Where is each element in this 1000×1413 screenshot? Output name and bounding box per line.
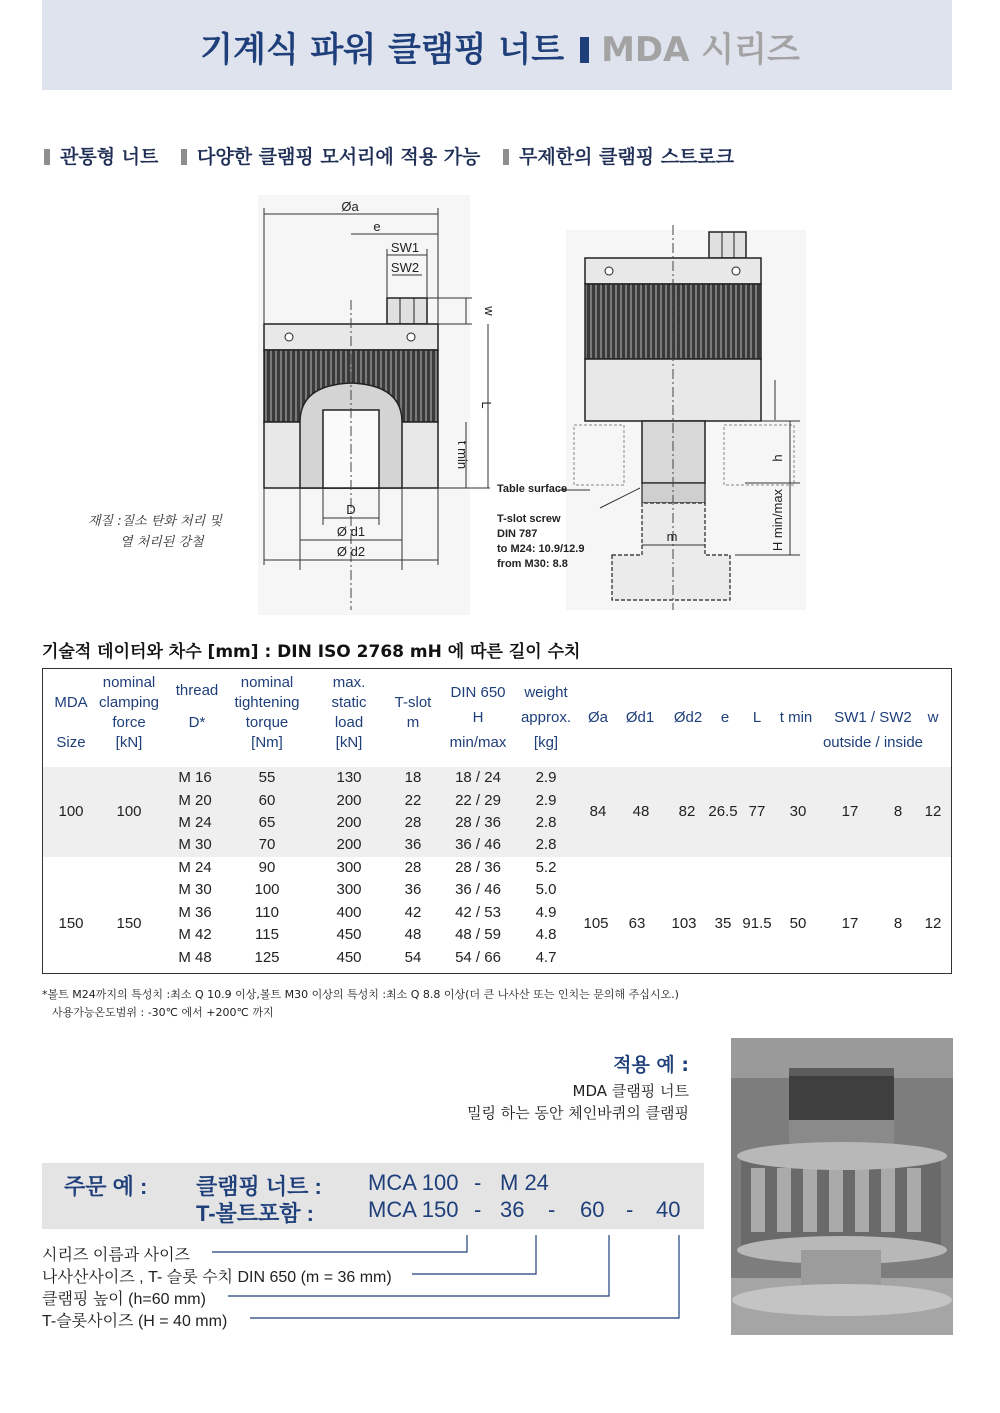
cell-thread: M 30 (178, 836, 212, 853)
cell-l: 91.5 (742, 915, 772, 932)
cell-load: 450 (336, 926, 362, 943)
cell-load: 200 (336, 836, 362, 853)
cell-h: 54 / 66 (455, 949, 501, 966)
cell-h: 22 / 29 (455, 792, 501, 809)
order-row2-dash-1: - (474, 1197, 482, 1222)
application-photo (731, 1038, 953, 1335)
spec-table (42, 668, 952, 974)
header-od2: Ød2 (673, 709, 703, 726)
cell-torque: 100 (254, 881, 280, 898)
cell-od1: 48 (632, 803, 650, 820)
label-d2: Ø d2 (336, 544, 366, 559)
cell-torque: 125 (254, 949, 280, 966)
cell-thread: M 36 (178, 904, 212, 921)
cell-oa: 84 (589, 803, 607, 820)
cell-h: 36 / 46 (455, 881, 501, 898)
header-force: nominal clamping force [kN] (98, 674, 160, 751)
cell-w: 12 (924, 803, 942, 820)
label-w: w (482, 306, 497, 316)
order-row1-name: 클램핑 너트 : (196, 1174, 322, 1199)
header-w: w (927, 709, 939, 726)
cell-weight: 4.7 (535, 949, 557, 966)
label-sw1: SW1 (390, 240, 420, 255)
cell-size: 100 (58, 803, 84, 820)
cell-h: 36 / 46 (455, 836, 501, 853)
label-m: m (666, 529, 678, 544)
header-load: max. static load [kN] (331, 674, 367, 751)
order-row1-code: MCA 100 (368, 1170, 459, 1195)
cell-h: 28 / 36 (455, 859, 501, 876)
cell-size: 150 (58, 915, 84, 932)
cell-weight: 4.8 (535, 926, 557, 943)
cell-weight: 2.8 (535, 836, 557, 853)
cell-tslot: 28 (404, 859, 422, 876)
application-line-1: MDA 클램핑 너트 (572, 1082, 689, 1100)
tslot-note-1: T-slot screw (497, 513, 561, 525)
order-legend-tslot-size: T-슬롯사이즈 (H = 40 mm) (42, 1313, 228, 1330)
label-table-surface: Table surface (497, 483, 568, 495)
tslot-note-2: DIN 787 (497, 528, 538, 540)
cell-sw2: 8 (893, 803, 903, 820)
header-thread: thread D* (175, 682, 219, 731)
title-main: 기계식 파워 클램핑 너트 (200, 30, 565, 70)
label-l: L (479, 401, 494, 409)
cell-thread: M 16 (178, 769, 212, 786)
header-weight: weight approx. [kg] (520, 684, 572, 751)
order-label: 주문 예 : (64, 1174, 148, 1199)
label-d: D (346, 502, 356, 517)
material-note-2: 열 처리된 강철 (120, 535, 204, 550)
cell-tslot: 42 (404, 904, 422, 921)
cell-torque: 60 (258, 792, 276, 809)
label-sw2: SW2 (390, 260, 420, 275)
cell-load: 130 (336, 769, 362, 786)
cell-h: 48 / 59 (455, 926, 501, 943)
cell-od2: 103 (671, 915, 697, 932)
cell-tslot: 28 (404, 814, 422, 831)
header-oa: Øa (587, 709, 608, 726)
cell-tmin: 30 (789, 803, 807, 820)
order-legend-series: 시리즈 이름과 사이즈 (42, 1247, 190, 1264)
cell-torque: 55 (258, 769, 276, 786)
material-note-1: 재질 :질소 탄화 처리 및 (88, 514, 222, 529)
header-tslot: T-slot m (394, 694, 432, 731)
cell-h: 42 / 53 (455, 904, 501, 921)
cell-oa: 105 (583, 915, 609, 932)
label-h-minmax: H min/max (770, 488, 785, 552)
cell-weight: 5.0 (535, 881, 557, 898)
cell-load: 200 (336, 814, 362, 831)
cell-sw2: 8 (893, 915, 903, 932)
cell-e: 26.5 (708, 803, 738, 820)
cell-load: 400 (336, 904, 362, 921)
cell-weight: 4.9 (535, 904, 557, 921)
cell-thread: M 48 (178, 949, 212, 966)
tslot-note-4: from M30: 8.8 (497, 558, 568, 570)
feature-1: 관통형 너트 (44, 142, 158, 169)
tslot-note-3: to M24: 10.9/12.9 (497, 543, 585, 555)
order-legend-clamp-height: 클램핑 높이 (h=60 mm) (42, 1291, 206, 1308)
cell-thread: M 24 (178, 859, 212, 876)
label-tmin: t min (455, 440, 470, 470)
cell-e: 35 (714, 915, 732, 932)
cell-weight: 5.2 (535, 859, 557, 876)
feature-3: 무제한의 클램핑 스트로크 (503, 142, 734, 169)
header-od1: Ød1 (625, 709, 655, 726)
cell-thread: M 20 (178, 792, 212, 809)
footnote-temperature: 사용가능온도범위 : -30℃ 에서 +200℃ 까지 (52, 1006, 274, 1019)
cell-tmin: 50 (789, 915, 807, 932)
cell-load: 450 (336, 949, 362, 966)
label-oa: Øa (341, 199, 359, 214)
order-row2-name: T-볼트포함 : (196, 1201, 314, 1226)
cell-tslot: 18 (404, 769, 422, 786)
order-row2-clamp-height: 60 (580, 1197, 605, 1222)
cell-w: 12 (924, 915, 942, 932)
application-line-2: 밀링 하는 동안 체인바퀴의 클램핑 (467, 1104, 689, 1122)
cell-weight: 2.9 (535, 792, 557, 809)
cell-force: 100 (116, 803, 142, 820)
cell-load: 200 (336, 792, 362, 809)
cell-torque: 65 (258, 814, 276, 831)
cell-tslot: 54 (404, 949, 422, 966)
cell-od2: 82 (678, 803, 696, 820)
order-row2-dash-2: - (548, 1197, 556, 1222)
cell-tslot: 48 (404, 926, 422, 943)
header-e: e (720, 709, 730, 726)
cell-torque: 70 (258, 836, 276, 853)
cell-h: 28 / 36 (455, 814, 501, 831)
cell-torque: 90 (258, 859, 276, 876)
cell-l: 77 (748, 803, 766, 820)
header-size: MDA Size (54, 694, 88, 751)
cell-h: 18 / 24 (455, 769, 501, 786)
cell-tslot: 36 (404, 881, 422, 898)
label-e: e (373, 219, 381, 234)
order-row2-tslot-size: 40 (656, 1197, 681, 1222)
cell-sw1: 17 (841, 915, 859, 932)
cell-thread: M 24 (178, 814, 212, 831)
label-d1: Ø d1 (336, 524, 366, 539)
order-row2-dash-3: - (626, 1197, 634, 1222)
cell-weight: 2.8 (535, 814, 557, 831)
order-row2-code: MCA 150 (368, 1197, 459, 1222)
cell-tslot: 22 (404, 792, 422, 809)
photo-illustration (731, 1038, 953, 1335)
order-row1-dash: - (474, 1170, 482, 1195)
order-legend-thread: 나사산사이즈 , T- 슬롯 수치 DIN 650 (m = 36 mm) (42, 1269, 392, 1286)
header-torque: nominal tightening torque [Nm] (234, 674, 300, 751)
header-sw: SW1 / SW2 outside / inside (822, 709, 924, 751)
label-h: h (770, 454, 785, 462)
cell-sw1: 17 (841, 803, 859, 820)
cell-thread: M 42 (178, 926, 212, 943)
feature-2: 다양한 클램핑 모서리에 적용 가능 (181, 142, 480, 169)
header-tmin: t min (779, 709, 813, 726)
footnote-bolt-grade: *볼트 M24까지의 특성치 :최소 Q 10.9 이상,볼트 M30 이상의 특성치 :최소 Q 8.8 이상(더 큰 나사산 또는 인치는 문의해 주십시오.) (42, 988, 679, 1001)
cell-od1: 63 (628, 915, 646, 932)
title-series: MDA 시리즈 (601, 30, 800, 70)
cell-thread: M 30 (178, 881, 212, 898)
order-row1-thread: M 24 (500, 1170, 549, 1195)
cell-tslot: 36 (404, 836, 422, 853)
cell-load: 300 (336, 881, 362, 898)
table-section-title: 기술적 데이터와 차수 [mm] : DIN ISO 2768 mH 에 따른 길이 수치 (42, 642, 581, 662)
cell-load: 300 (336, 859, 362, 876)
header-l: L (752, 709, 762, 726)
cell-torque: 110 (255, 904, 279, 921)
application-heading: 적용 예 : (613, 1054, 689, 1076)
cell-force: 150 (116, 915, 142, 932)
cell-torque: 115 (255, 926, 279, 943)
order-row2-tslot: 36 (500, 1197, 525, 1222)
header-din650: DIN 650 H min/max (449, 684, 507, 751)
cell-weight: 2.9 (535, 769, 557, 786)
